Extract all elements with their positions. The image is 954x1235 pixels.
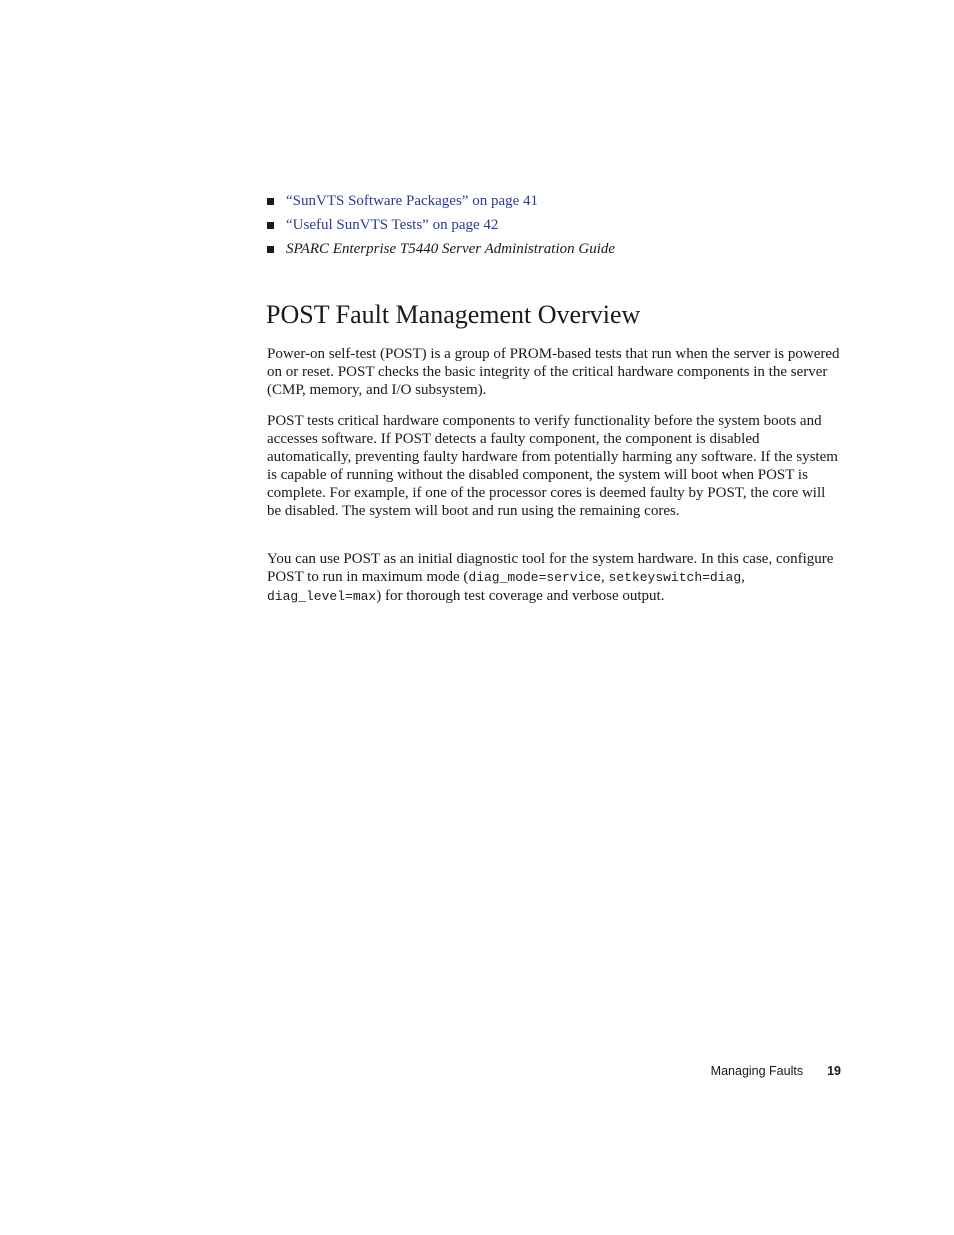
paragraph-post-intro: Power-on self-test (POST) is a group of PROM-based tests that run when the server is powered on or reset. POST checks the basic integrity of the critical hardware components in the server (CMP, memory, and I/O subsystem). [267, 346, 840, 398]
paragraph-post-diagnostic [267, 550, 843, 606]
list-item [267, 214, 847, 238]
paragraph-text: You can use POST as an initial diagnostic tool for the system hardware. In this case, configure POST to run in maximum mode ( [267, 551, 834, 585]
link-useful-sunvts-tests[interactable]: “Useful SunVTS Tests” on page 42 [286, 217, 499, 233]
separator-text: , [741, 569, 745, 585]
paragraph-post-tests: POST tests critical hardware components to verify functionality before the system boots and accesses software. If POST detects a faulty component, the component is disabled automatically, preventing faulty hardware from potentially harming any software. If the system is capable of running without the disabled component, the system will boot when POST is complete. For example, if one of the processor cores is deemed faulty by POST, the core will be disabled. The system will boot and run using the remaining cores. [267, 413, 838, 519]
code-diag-level: diag_level=max [267, 589, 377, 604]
list-item [267, 190, 847, 214]
code-setkeyswitch: setkeyswitch=diag [608, 570, 742, 585]
paragraph-text: ) for thorough test coverage and verbose output. [376, 588, 665, 604]
square-bullet-icon [267, 222, 274, 229]
code-diag-mode: diag_mode=service [468, 570, 602, 585]
reference-list [267, 190, 847, 262]
square-bullet-icon [267, 198, 274, 205]
page-number: 19 [827, 1064, 841, 1078]
square-bullet-icon [267, 246, 274, 253]
page-footer [711, 1063, 841, 1079]
link-sunvts-software-packages[interactable]: “SunVTS Software Packages” on page 41 [286, 193, 539, 209]
list-item [267, 238, 847, 262]
footer-chapter-title: Managing Faults [710, 1064, 804, 1078]
reference-guide-title: SPARC Enterprise T5440 Server Administration Guide [286, 241, 616, 257]
separator-text: , [601, 569, 609, 585]
section-heading: POST Fault Management Overview [266, 300, 641, 329]
